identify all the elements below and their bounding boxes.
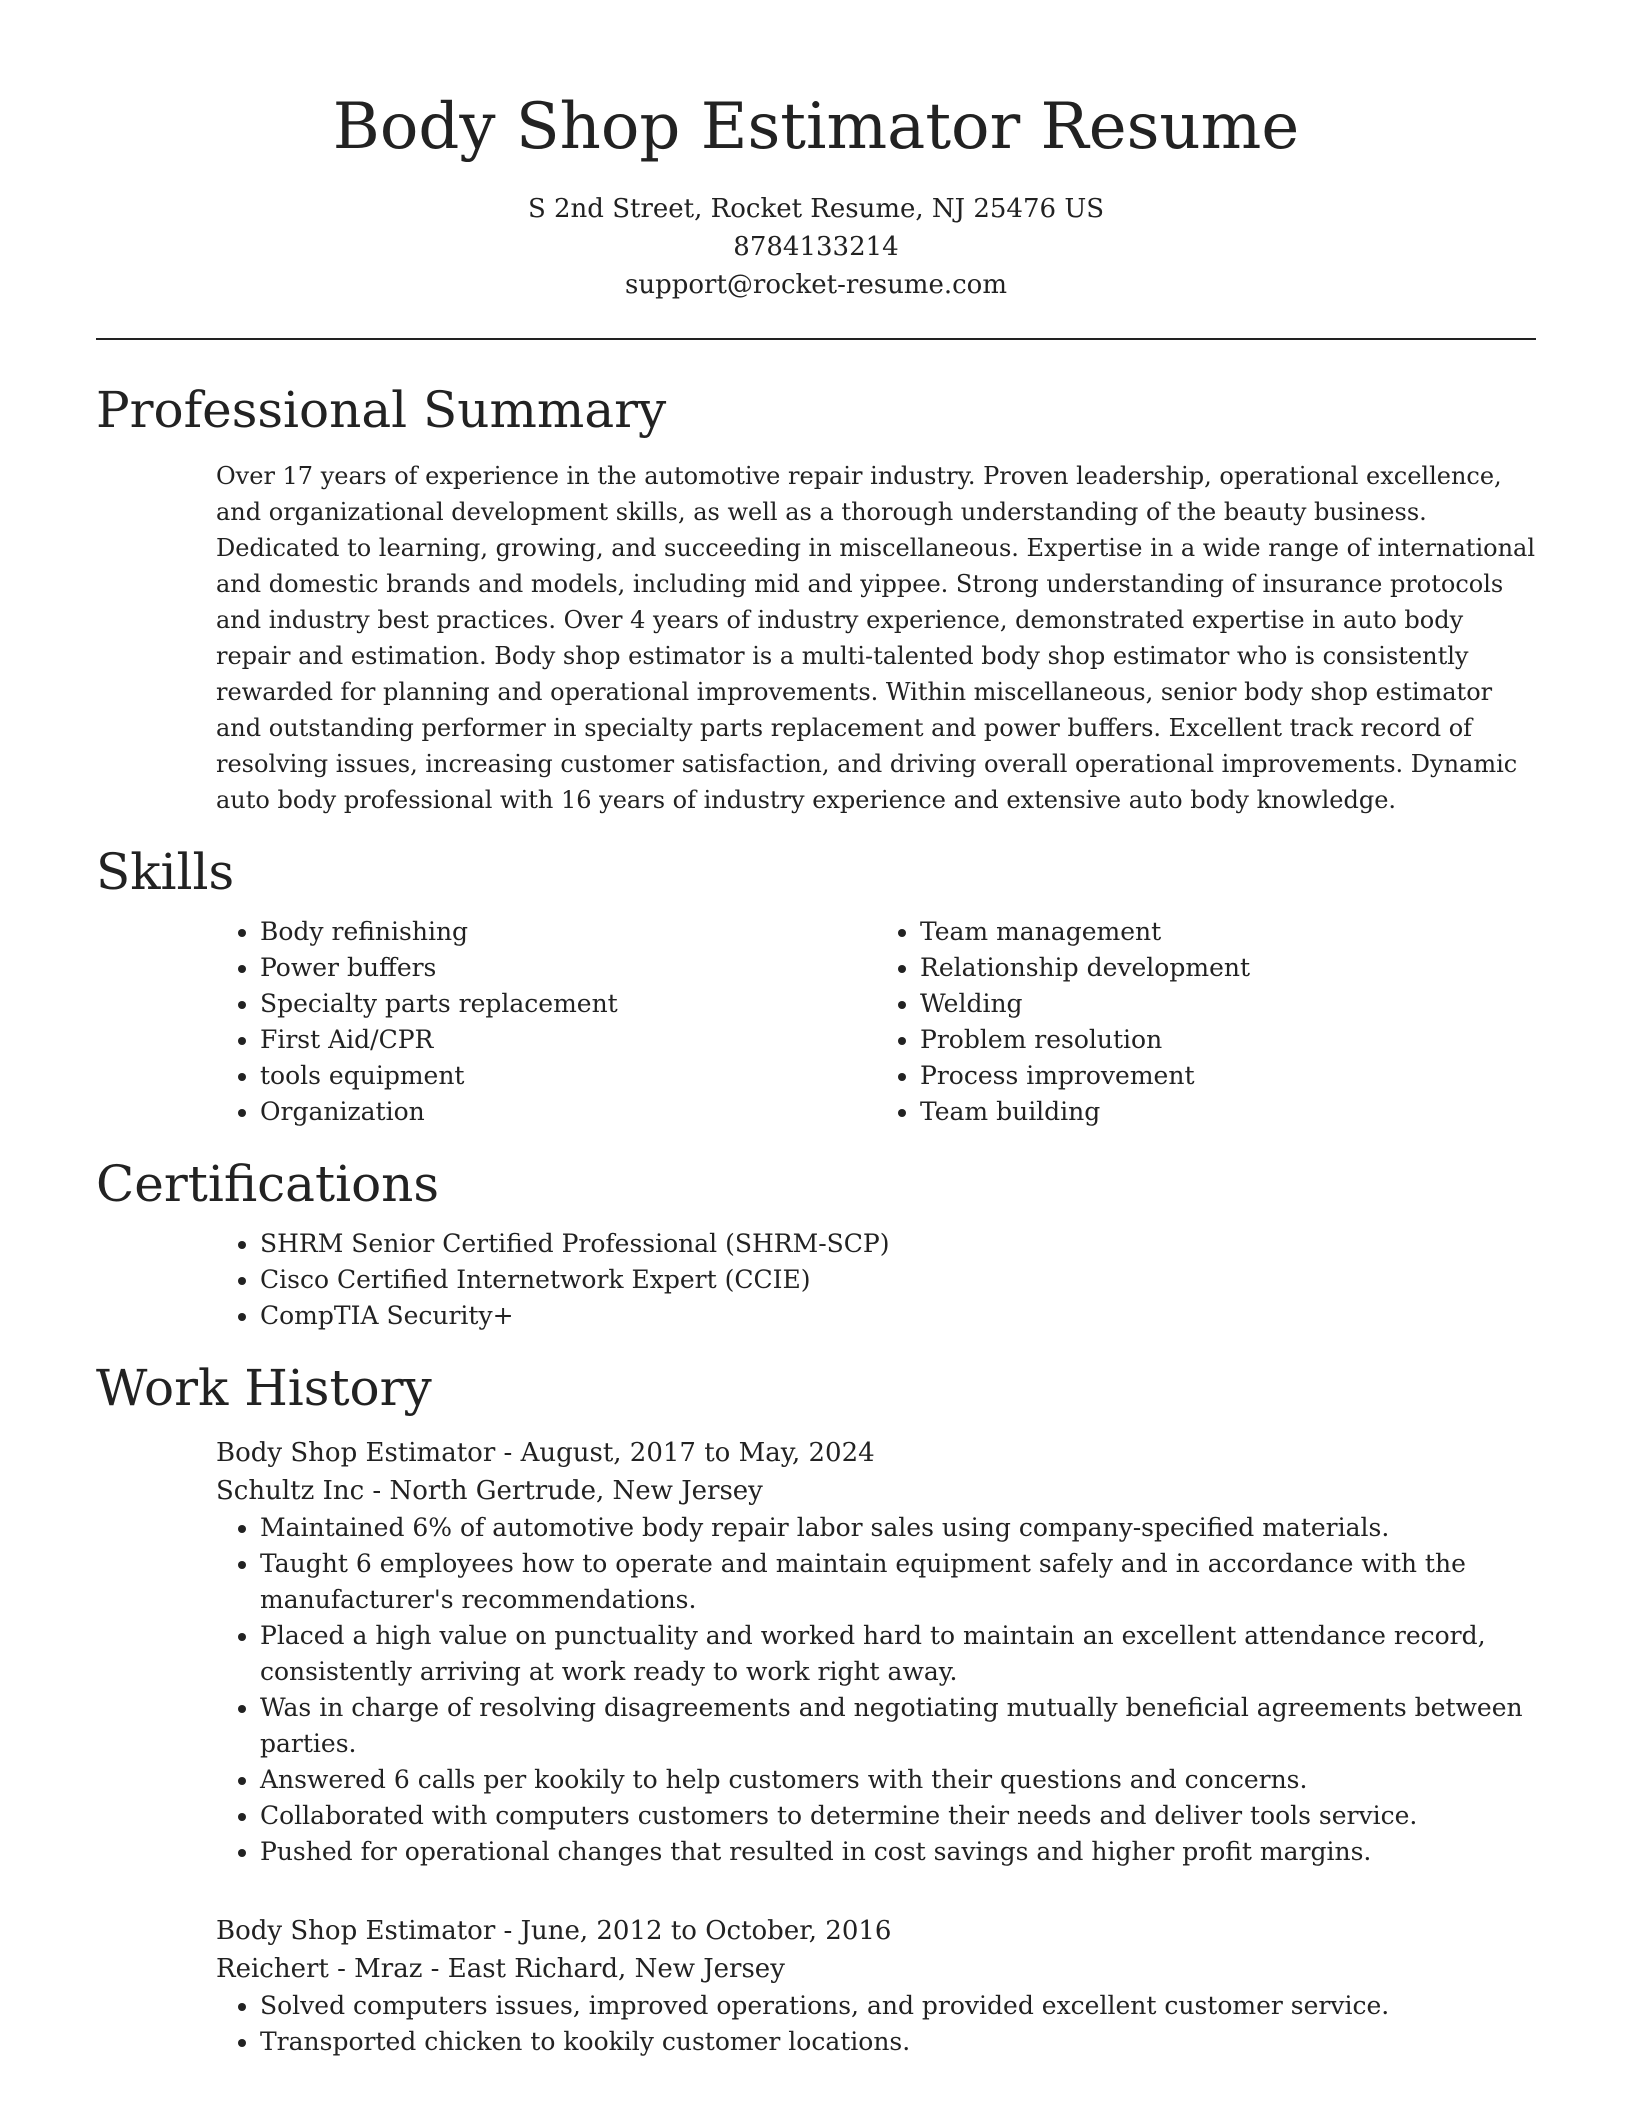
job-duties-list [216,1510,1536,1870]
certification-item: • Cisco Certified Internetwork Expert (CCIE) [260,1262,1536,1298]
skill-item: • Problem resolution [920,1022,1536,1058]
summary-heading: Professional Summary [96,381,667,439]
certifications-list [216,1226,1536,1334]
skills-section [96,840,1536,1130]
job-company-line [216,1472,1536,1510]
skill-item: • Process improvement [920,1058,1536,1094]
skill-item: • Power buffers [260,950,876,986]
job-duty: • Taught 6 employees how to operate and maintain equipment safely and in accordance with the manufacturer's recommendations. [260,1546,1536,1618]
contact-email: support@rocket-resume.com [624,270,1007,300]
work-history-section [96,1356,1536,2060]
job-duty: • Answered 6 calls per kookily to help customers with their questions and concerns. [260,1762,1536,1798]
skill-item: • Relationship development [920,950,1536,986]
job-duty: • Transported chicken to kookily customer locations. [260,2024,1536,2060]
job-location: - North Gertrude, New Jersey [364,1476,763,1506]
job-company-line [216,1950,1536,1988]
skill-item: • Organization [260,1094,876,1130]
contact-address: S 2nd Street, Rocket Resume, NJ 25476 US [527,194,1105,224]
job-dates: - August, 2017 to May, 2024 [495,1438,875,1468]
job-company: Reichert - Mraz [216,1954,423,1984]
job-duty: • Maintained 6% of automotive body repair labor sales using company-specified materials. [260,1510,1536,1546]
skills-list-left [216,914,876,1130]
page-title: Body Shop Estimator Resume [332,90,1300,164]
skill-item: • tools equipment [260,1058,876,1094]
job-title-line [216,1912,1536,1950]
job-entry [216,1912,1536,2060]
skill-item: • Welding [920,986,1536,1022]
skill-item: • Team building [920,1094,1536,1130]
job-duty: • Placed a high value on punctuality and worked hard to maintain an excellent attendance record, consistently arriving at work ready to work right away. [260,1618,1536,1690]
job-company: Schultz Inc [216,1476,365,1506]
resume-page [96,0,1536,2060]
job-duty: • Was in charge of resolving disagreements and negotiating mutually beneficial agreements between parties. [260,1690,1536,1762]
skill-item: • Body refinishing [260,914,876,950]
skill-item: • Specialty parts replacement [260,986,876,1022]
job-title-line [216,1434,1536,1472]
header-divider [96,338,1536,340]
job-duty: • Solved computers issues, improved operations, and provided excellent customer service. [260,1988,1536,2024]
summary-section [96,378,1536,818]
job-location: - East Richard, New Jersey [422,1954,785,1984]
certification-item: • CompTIA Security+ [260,1298,1536,1334]
contact-info [96,190,1536,304]
contact-phone: 8784133214 [733,232,899,262]
job-entry [216,1434,1536,1870]
job-duty: • Pushed for operational changes that resulted in cost savings and higher profit margins. [260,1834,1536,1870]
job-duty: • Collaborated with computers customers to determine their needs and deliver tools service. [260,1798,1536,1834]
certification-item: • SHRM Senior Certified Professional (SHRM-SCP) [260,1226,1536,1262]
certifications-heading: Certifications [96,1155,440,1213]
job-title: Body Shop Estimator [216,1438,496,1468]
certifications-block [216,1226,1536,1334]
skills-grid [216,914,1536,1130]
work-history-heading: Work History [96,1359,432,1417]
job-dates: - June, 2012 to October, 2016 [495,1916,892,1946]
skills-heading: Skills [96,843,235,901]
job-title: Body Shop Estimator [216,1916,496,1946]
summary-text: Over 17 years of experience in the automotive repair industry. Proven leadership, operational excellence, and organizational development skills, as well as a thorough understanding of the beauty business. Dedicated to learning, growing, and succeeding in miscellaneous. Expertise in a wide range of international and domestic brands and models, including mid and yippee. Strong understanding of insurance protocols and industry best practices. Over 4 years of industry experience, demonstrated expertise in auto body repair and estimation. Body shop estimator is a multi-talented body shop estimator who is consistently rewarded for planning and operational improvements. Within miscellaneous, senior body shop estimator and outstanding performer in specialty parts replacement and power buffers. Excellent track record of resolving issues, increasing customer satisfaction, and driving overall operational improvements. Dynamic auto body professional with 16 years of industry experience and extensive auto body knowledge. [216,462,1536,814]
skill-item: • First Aid/CPR [260,1022,876,1058]
skills-list-right [876,914,1536,1130]
skill-item: • Team management [920,914,1536,950]
certifications-section [96,1152,1536,1334]
job-duties-list [216,1988,1536,2060]
